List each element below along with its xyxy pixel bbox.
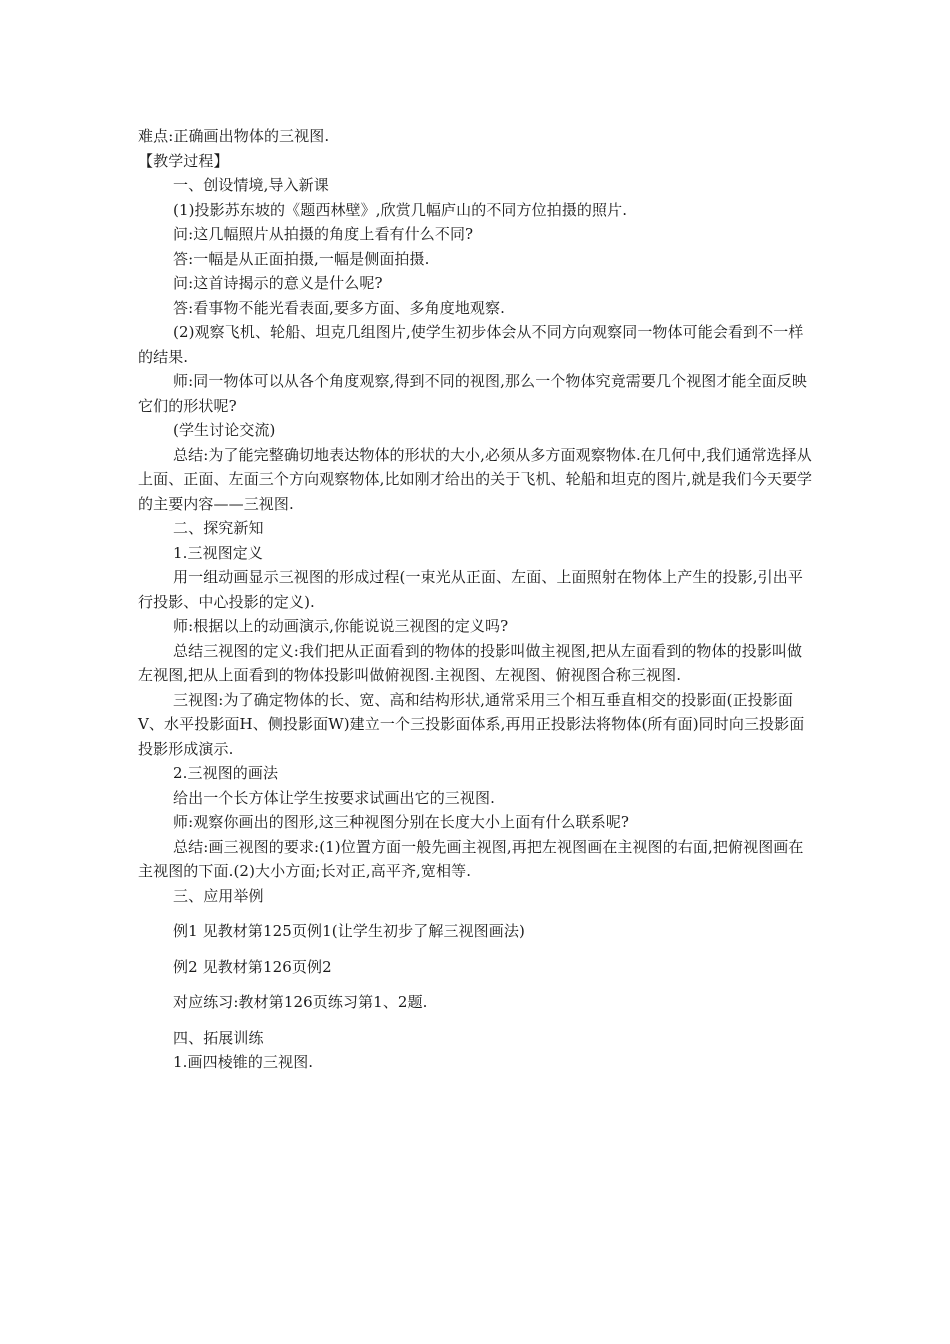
paragraph: 总结三视图的定义:我们把从正面看到的物体的投影叫做主视图,把从左面看到的物体的投影叫做左视图,把从上面看到的物体投影叫做俯视图.主视图、左视图、俯视图合称三视图.: [138, 641, 803, 684]
difficulty-line: 难点:正确画出物体的三视图.: [138, 127, 330, 145]
paragraph: 师:同一物体可以从各个角度观察,得到不同的视图,那么一个物体究竟需要几个视图才能全面反映它们的形状呢?: [138, 372, 807, 415]
example-item: 例2 见教材第126页例2: [173, 957, 332, 976]
paragraph: 问:这几幅照片从拍摄的角度上看有什么不同?: [173, 225, 474, 243]
paragraph: (2)观察飞机、轮船、坦克几组图片,使学生初步体会从不同方向观察同一物体可能会看到不一样的结果.: [138, 323, 804, 366]
exercise-item: 对应练习:教材第126页练习第1、2题.: [173, 993, 428, 1011]
paragraph: 给出一个长方体让学生按要求试画出它的三视图.: [173, 788, 495, 807]
paragraph: 问:这首诗揭示的意义是什么呢?: [173, 274, 383, 292]
paragraph: 师:根据以上的动画演示,你能说说三视图的定义吗?: [173, 617, 509, 635]
paragraph: 总结:为了能完整确切地表达物体的形状的大小,必须从多方面观察物体.在几何中,我们通常选择从上面、正面、左面三个方向观察物体,比如刚才给出的关于飞机、轮船和坦克的图片,就是我们今天要学的主要内容——三视图.: [138, 445, 813, 513]
heading-part-one: 一、创设情境,导入新课: [173, 176, 329, 194]
heading-part-three: 三、应用举例: [173, 886, 264, 905]
heading-part-four: 四、拓展训练: [173, 1028, 264, 1047]
paragraph: (1)投影苏东坡的《题西林壁》,欣赏几幅庐山的不同方位拍摄的照片.: [173, 200, 628, 219]
subheading: 1.三视图定义: [173, 543, 264, 562]
document-body: [138, 124, 814, 1075]
heading-part-two: 二、探究新知: [173, 519, 264, 537]
paragraph: 答:一幅是从正面拍摄,一幅是侧面拍摄.: [173, 249, 430, 268]
paragraph: 答:看事物不能光看表面,要多方面、多角度地观察.: [173, 298, 505, 317]
paragraph: 三视图:为了确定物体的长、宽、高和结构形状,通常采用三个相互垂直相交的投影面(正投影面V、水平投影面H、侧投影面W)建立一个三投影面体系,再用正投影法将物体(所有面)同时向三投影面投影形成演示.: [138, 690, 805, 758]
subheading: 2.三视图的画法: [173, 764, 279, 782]
paragraph: 师:观察你画出的图形,这三种视图分别在长度大小上面有什么联系呢?: [173, 813, 630, 831]
paragraph: 用一组动画显示三视图的形成过程(一束光从正面、左面、上面照射在物体上产生的投影,引出平行投影、中心投影的定义).: [138, 568, 803, 611]
example-item: 例1 见教材第125页例1(让学生初步了解三视图画法): [173, 922, 525, 940]
paragraph: (学生讨论交流): [173, 421, 276, 439]
section-heading-teaching-process: 【教学过程】: [138, 151, 229, 170]
paragraph: 总结:画三视图的要求:(1)位置方面一般先画主视图,再把左视图画在主视图的右面,把俯视图画在主视图的下面.(2)大小方面;长对正,高平齐,宽相等.: [138, 837, 804, 880]
exercise-item: 1.画四棱锥的三视图.: [173, 1053, 314, 1071]
